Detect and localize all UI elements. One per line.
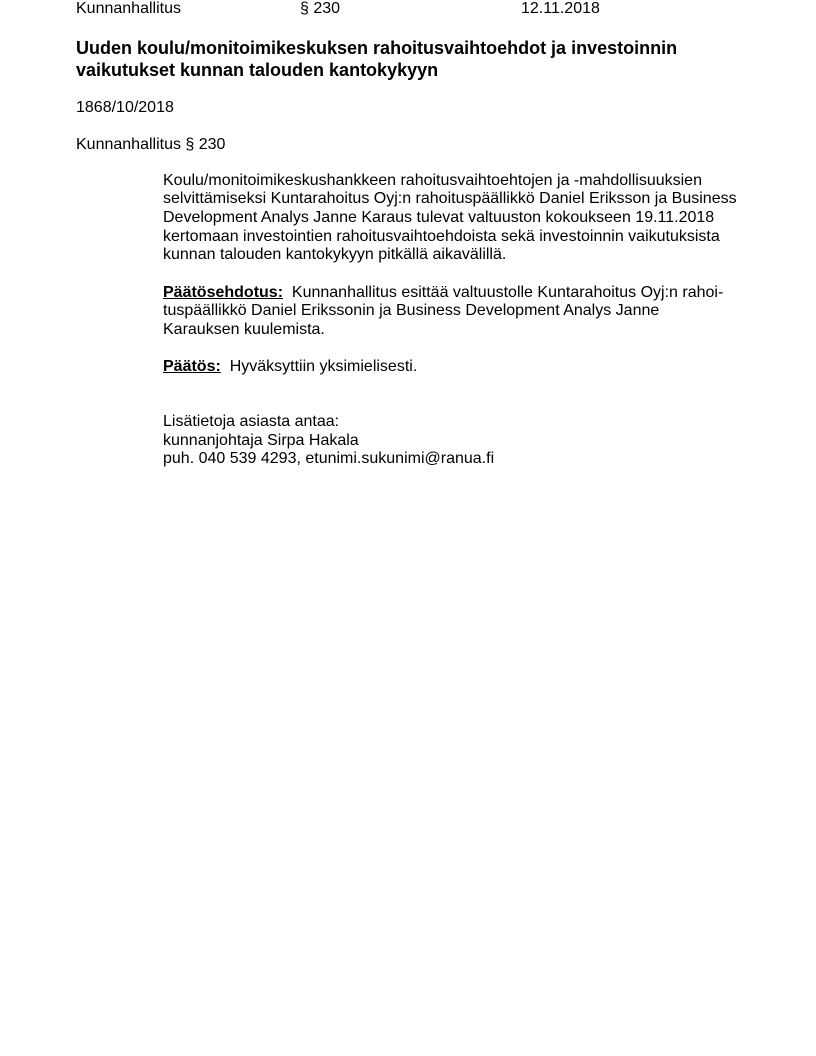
title-line: vaikutukset kunnan talouden kantokykyyn bbox=[76, 60, 439, 80]
description-line: kertomaan investointien rahoitusvaihtoehdoista sekä investoinnin vaikutuksista bbox=[163, 228, 720, 245]
title-line: Uuden koulu/monitoimikeskuksen rahoitusvaihtoehdot ja investoinnin bbox=[76, 38, 678, 58]
description-line: selvittämiseksi Kuntarahoitus Oyj:n rahoituspäällikkö Daniel Eriksson ja Business bbox=[163, 190, 737, 207]
document-number: 1868/10/2018 bbox=[76, 99, 174, 116]
proposal-text: Kunnanhallitus esittää valtuustolle Kuntarahoitus Oyj:n rahoi- bbox=[291, 284, 724, 301]
description-line: kunnan talouden kantokykyyn pitkällä aikavälillä. bbox=[163, 246, 507, 263]
document-title bbox=[76, 37, 756, 81]
description-line: Koulu/monitoimikeskushankkeen rahoitusvaihtoehtojen ja -mahdollisuuksien bbox=[163, 172, 702, 189]
decision-text: Hyväksyttiin yksimielisesti. bbox=[229, 358, 418, 375]
contact-line: kunnanjohtaja Sirpa Hakala bbox=[163, 432, 359, 449]
decision-line bbox=[163, 358, 417, 377]
description-line: Development Analys Janne Karaus tulevat valtuuston kokoukseen 19.11.2018 bbox=[163, 209, 715, 226]
section-heading: Kunnanhallitus § 230 bbox=[76, 136, 226, 153]
proposal-label: Päätösehdotus: bbox=[163, 284, 284, 301]
proposal-line: Karauksen kuulemista. bbox=[163, 321, 325, 338]
contact-line: Lisätietoja asiasta antaa: bbox=[163, 413, 340, 430]
header-section: § 230 bbox=[300, 0, 341, 17]
decision-label: Päätös: bbox=[163, 358, 221, 375]
proposal-line bbox=[163, 284, 723, 303]
page-header bbox=[0, 0, 816, 19]
header-date: 12.11.2018 bbox=[521, 0, 600, 17]
proposal-line: tuspäällikkö Daniel Erikssonin ja Business Development Analys Janne bbox=[163, 302, 660, 319]
header-body: Kunnanhallitus bbox=[76, 0, 181, 17]
contact-line: puh. 040 539 4293, etunimi.sukunimi@ranua.fi bbox=[163, 450, 495, 467]
